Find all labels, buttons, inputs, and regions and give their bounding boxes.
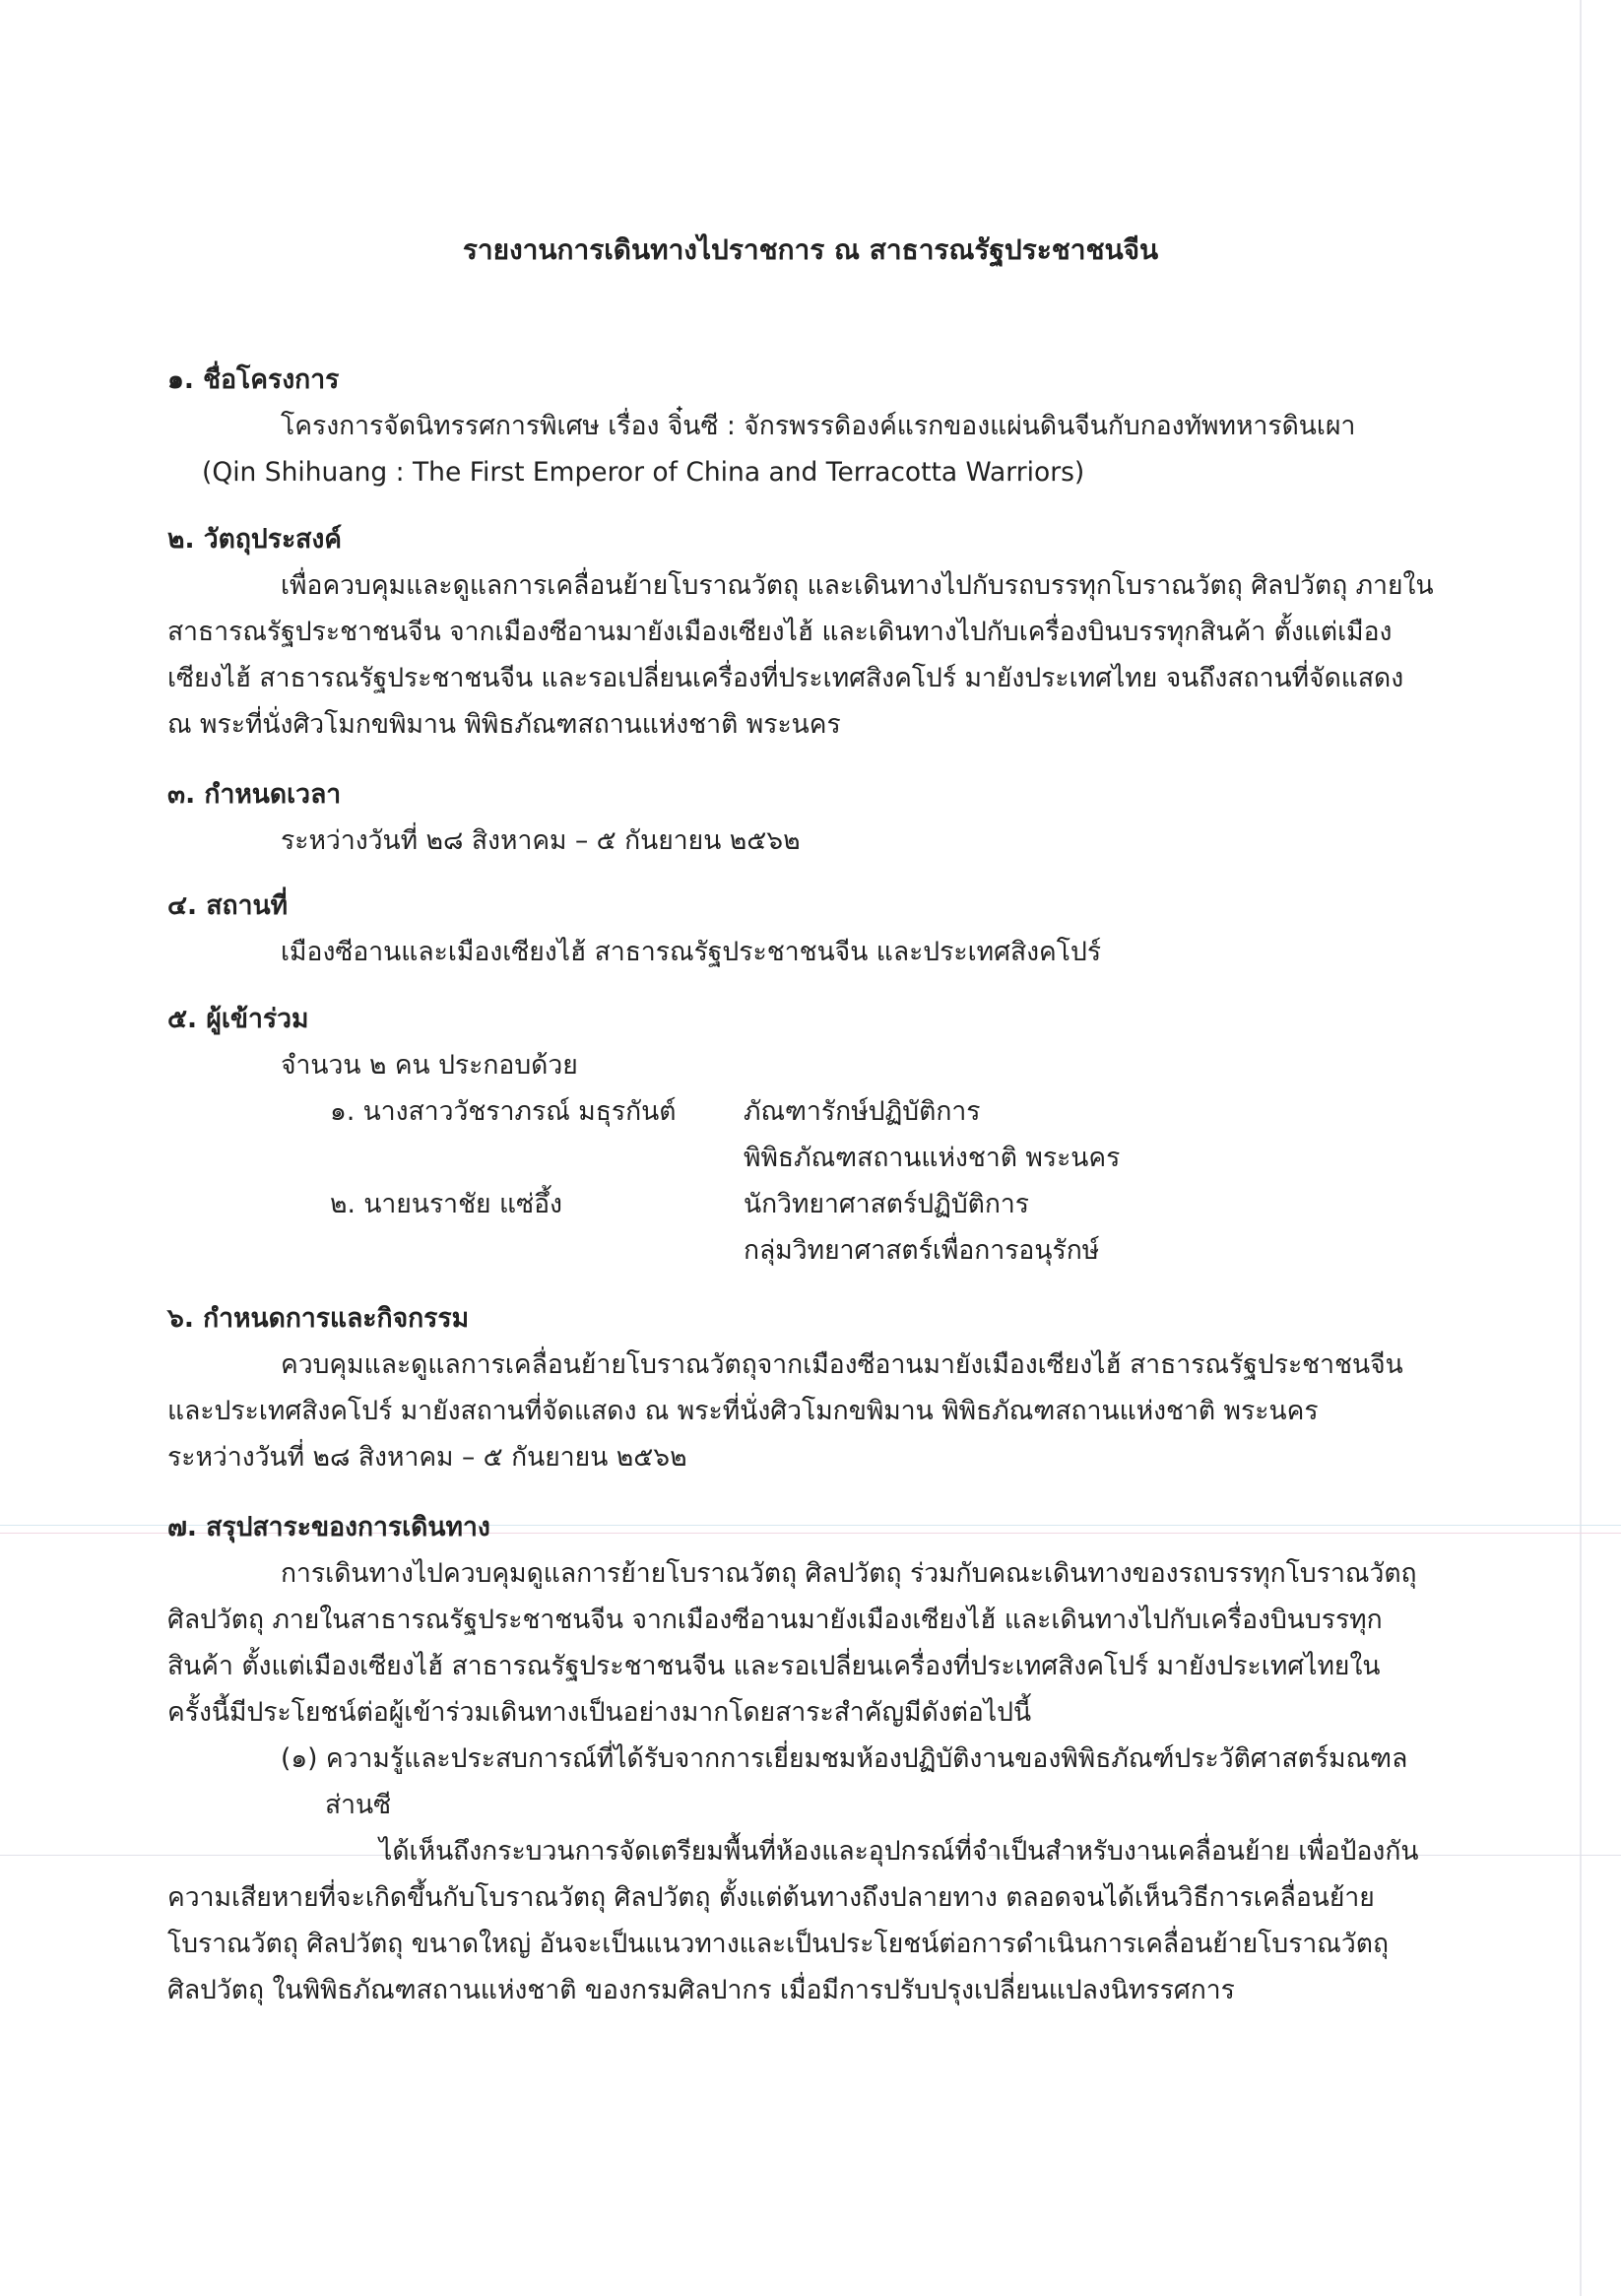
section-heading: ๑. ชื่อโครงการ bbox=[167, 364, 340, 395]
paragraph-line: การเดินทางไปควบคุมดูแลการย้ายโบราณวัตถุ ศิลปวัตถุ ร่วมกับคณะเดินทางของรถบรรทุกโบราณวัตถุ bbox=[281, 1558, 1417, 1589]
section-heading: ๖. กำหนดการและกิจกรรม bbox=[167, 1303, 470, 1334]
paragraph-line: (Qin Shihuang : The First Emperor of China and Terracotta Warriors) bbox=[202, 457, 1085, 488]
participant-name: ๒. นายนราชัย แซ่อึ้ง bbox=[330, 1189, 562, 1219]
participant-name: ๑. นางสาววัชราภรณ์ มธุรกันต์ bbox=[330, 1096, 677, 1127]
paragraph-line: ความเสียหายที่จะเกิดขึ้นกับโบราณวัตถุ ศิลปวัตถุ ตั้งแต่ต้นทางถึงปลายทาง ตลอดจนได้เห็นวิธีการเคลื่อนย้าย bbox=[167, 1882, 1375, 1913]
section-project-name bbox=[167, 357, 1438, 495]
section-heading: ๓. กำหนดเวลา bbox=[167, 779, 342, 810]
participant-name-spacer bbox=[167, 1135, 744, 1181]
scan-edge-shadow bbox=[1580, 0, 1582, 2296]
paragraph-line: ศิลปวัตถุ ในพิพิธภัณฑสถานแห่งชาติ ของกรมศิลปากร เมื่อมีการปรับปรุงเปลี่ยนแปลงนิทรรศการ bbox=[167, 1975, 1235, 2005]
participant-affiliation: พิพิธภัณฑสถานแห่งชาติ พระนคร bbox=[744, 1143, 1121, 1173]
section-objectives bbox=[167, 516, 1438, 748]
paragraph-line: สาธารณรัฐประชาชนจีน จากเมืองซีอานมายังเมืองเซียงไฮ้ และเดินทางไปกับเครื่องบินบรรทุกสินค้า ตั้งแต่เมือง bbox=[167, 617, 1393, 647]
section-heading: ๗. สรุปสาระของการเดินทาง bbox=[167, 1512, 490, 1542]
section-heading: ๕. ผู้เข้าร่วม bbox=[167, 1004, 309, 1034]
participants-intro: จำนวน ๒ คน ประกอบด้วย bbox=[281, 1050, 578, 1081]
paragraph-line: ครั้งนี้มีประโยชน์ต่อผู้เข้าร่วมเดินทางเป็นอย่างมากโดยสาระสำคัญมีดังต่อไปนี้ bbox=[167, 1697, 1032, 1728]
paragraph-line: ระหว่างวันที่ ๒๘ สิงหาคม – ๕ กันยายน ๒๕๖๒ bbox=[167, 1442, 687, 1473]
paragraph-line: ได้เห็นถึงกระบวนการจัดเตรียมพื้นที่ห้องและอุปกรณ์ที่จำเป็นสำหรับงานเคลื่อนย้าย เพื่อป้องกัน bbox=[379, 1836, 1419, 1867]
participant-position: นักวิทยาศาสตร์ปฏิบัติการ bbox=[744, 1189, 1030, 1219]
section-schedule bbox=[167, 771, 1438, 864]
participant-row bbox=[167, 1227, 1438, 1274]
paragraph-line: เซียงไฮ้ สาธารณรัฐประชาชนจีน และรอเปลี่ยนเครื่องที่ประเทศสิงคโปร์ มายังประเทศไทย จนถึงสถานที่จัดแสดง bbox=[167, 663, 1404, 693]
paragraph-line: โครงการจัดนิทรรศการพิเศษ เรื่อง จิ๋นซี : จักรพรรดิองค์แรกของแผ่นดินจีนกับกองทัพทหารดินเผา bbox=[281, 411, 1356, 441]
paragraph-line: เมืองซีอานและเมืองเซียงไฮ้ สาธารณรัฐประชาชนจีน และประเทศสิงคโปร์ bbox=[281, 937, 1102, 967]
section-heading: ๔. สถานที่ bbox=[167, 890, 289, 921]
paragraph-line: ระหว่างวันที่ ๒๘ สิงหาคม – ๕ กันยายน ๒๕๖๒ bbox=[281, 825, 801, 856]
section-heading: ๒. วัตถุประสงค์ bbox=[167, 524, 343, 555]
participant-affiliation: กลุ่มวิทยาศาสตร์เพื่อการอนุรักษ์ bbox=[744, 1235, 1100, 1266]
section-location bbox=[167, 883, 1438, 975]
section-activities bbox=[167, 1295, 1438, 1480]
paragraph-line: ควบคุมและดูแลการเคลื่อนย้ายโบราณวัตถุจากเมืองซีอานมายังเมืองเซียงไฮ้ สาธารณรัฐประชาชนจีน bbox=[281, 1349, 1403, 1380]
paragraph-line: และประเทศสิงคโปร์ มายังสถานที่จัดแสดง ณ พระที่นั่งศิวโมกขพิมาน พิพิธภัณฑสถานแห่งชาติ พระนคร bbox=[167, 1396, 1319, 1426]
list-item-heading: (๑) ความรู้และประสบการณ์ที่ได้รับจากการเยี่ยมชมห้องปฏิบัติงานของพิพิธภัณฑ์ประวัติศาสตร์มณฑล bbox=[281, 1743, 1408, 1774]
paragraph-line: สินค้า ตั้งแต่เมืองเซียงไฮ้ สาธารณรัฐประชาชนจีน และรอเปลี่ยนเครื่องที่ประเทศสิงคโปร์ มายังประเทศไทยใน bbox=[167, 1651, 1381, 1681]
participant-row bbox=[167, 1088, 1438, 1135]
paragraph-line: โบราณวัตถุ ศิลปวัตถุ ขนาดใหญ่ อันจะเป็นแนวทางและเป็นประโยชน์ต่อการดำเนินการเคลื่อนย้ายโบราณวัตถุ bbox=[167, 1929, 1390, 1959]
participant-row bbox=[167, 1135, 1438, 1181]
paragraph-line: ศิลปวัตถุ ภายในสาธารณรัฐประชาชนจีน จากเมืองซีอานมายังเมืองเซียงไฮ้ และเดินทางไปกับเครื่องบินบรรทุก bbox=[167, 1605, 1383, 1635]
participant-row bbox=[167, 1181, 1438, 1227]
section-participants bbox=[167, 996, 1438, 1274]
paragraph-line: เพื่อควบคุมและดูแลการเคลื่อนย้ายโบราณวัตถุ และเดินทางไปกับรถบรรทุกโบราณวัตถุ ศิลปวัตถุ ภายใน bbox=[281, 570, 1434, 601]
section-summary bbox=[167, 1504, 1438, 2013]
list-item-heading-continued: ส่านซี bbox=[325, 1790, 392, 1820]
participant-position: ภัณฑารักษ์ปฏิบัติการ bbox=[744, 1096, 981, 1127]
document-title: รายงานการเดินทางไปราชการ ณ สาธารณรัฐประชาชนจีน bbox=[462, 233, 1159, 266]
paragraph-line: ณ พระที่นั่งศิวโมกขพิมาน พิพิธภัณฑสถานแห่งชาติ พระนคร bbox=[167, 709, 841, 740]
participant-name-spacer bbox=[167, 1227, 744, 1274]
